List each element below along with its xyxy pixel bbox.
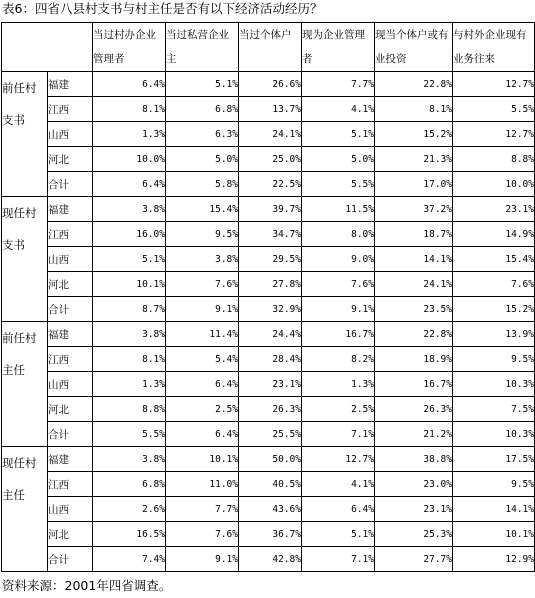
value-cell: 22.5% [239, 172, 302, 197]
value-cell: 13.9% [453, 322, 535, 347]
table-row [2, 222, 535, 247]
value-cell: 8.1% [93, 347, 166, 372]
value-cell: 34.7% [239, 222, 302, 247]
value-cell: 15.2% [453, 297, 535, 322]
value-cell: 26.3% [239, 397, 302, 422]
value-cell: 6.4% [302, 497, 375, 522]
value-cell: 14.1% [453, 497, 535, 522]
province-label: 合计 [48, 172, 93, 197]
row-group-label: 前任村主任 [2, 322, 48, 447]
value-cell: 7.6% [453, 272, 535, 297]
value-cell: 8.7% [93, 297, 166, 322]
value-cell: 8.8% [453, 147, 535, 172]
value-cell: 3.8% [93, 197, 166, 222]
value-cell: 38.8% [375, 447, 453, 472]
header-corner [2, 23, 93, 72]
province-label: 河北 [48, 397, 93, 422]
value-cell: 11.5% [302, 197, 375, 222]
table-row [2, 372, 535, 397]
table-row [2, 322, 535, 347]
value-cell: 6.4% [166, 422, 239, 447]
value-cell: 17.0% [375, 172, 453, 197]
table-row [2, 122, 535, 147]
value-cell: 10.3% [453, 422, 535, 447]
value-cell: 5.1% [302, 122, 375, 147]
value-cell: 25.3% [375, 522, 453, 547]
value-cell: 8.2% [302, 347, 375, 372]
value-cell: 13.7% [239, 97, 302, 122]
header-row [2, 23, 535, 72]
province-label: 福建 [48, 72, 93, 97]
table-row [2, 547, 535, 572]
row-group-label: 现任村支书 [2, 197, 48, 322]
value-cell: 1.3% [302, 372, 375, 397]
table-body [2, 72, 535, 572]
table-row [2, 272, 535, 297]
table-title: 表6：四省八县村支书与村主任是否有以下经济活动经历？ [2, 1, 323, 16]
value-cell: 11.4% [166, 322, 239, 347]
value-cell: 10.0% [453, 172, 535, 197]
province-label: 山西 [48, 372, 93, 397]
value-cell: 12.9% [453, 547, 535, 572]
value-cell: 4.1% [302, 472, 375, 497]
value-cell: 5.5% [93, 422, 166, 447]
table-row [2, 297, 535, 322]
row-group-label: 现任村主任 [2, 447, 48, 572]
value-cell: 27.8% [239, 272, 302, 297]
value-cell: 25.5% [239, 422, 302, 447]
table-row [2, 522, 535, 547]
province-label: 江西 [48, 97, 93, 122]
value-cell: 10.0% [93, 147, 166, 172]
value-cell: 9.1% [166, 547, 239, 572]
province-label: 福建 [48, 447, 93, 472]
value-cell: 27.7% [375, 547, 453, 572]
value-cell: 23.1% [375, 497, 453, 522]
value-cell: 42.8% [239, 547, 302, 572]
value-cell: 9.5% [453, 347, 535, 372]
table-row [2, 397, 535, 422]
value-cell: 6.4% [166, 372, 239, 397]
value-cell: 5.0% [166, 147, 239, 172]
value-cell: 5.1% [93, 247, 166, 272]
province-label: 江西 [48, 347, 93, 372]
table-row [2, 422, 535, 447]
province-label: 福建 [48, 322, 93, 347]
value-cell: 26.3% [375, 397, 453, 422]
value-cell: 21.3% [375, 147, 453, 172]
value-cell: 9.1% [302, 297, 375, 322]
province-label: 河北 [48, 147, 93, 172]
value-cell: 24.1% [375, 272, 453, 297]
value-cell: 6.3% [166, 122, 239, 147]
value-cell: 23.0% [375, 472, 453, 497]
value-cell: 6.4% [93, 72, 166, 97]
value-cell: 9.1% [166, 297, 239, 322]
value-cell: 9.0% [302, 247, 375, 272]
value-cell: 5.4% [166, 347, 239, 372]
value-cell: 18.9% [375, 347, 453, 372]
value-cell: 12.7% [453, 72, 535, 97]
value-cell: 10.1% [166, 447, 239, 472]
value-cell: 12.7% [302, 447, 375, 472]
province-label: 山西 [48, 497, 93, 522]
table-row [2, 197, 535, 222]
value-cell: 28.4% [239, 347, 302, 372]
value-cell: 7.6% [302, 272, 375, 297]
value-cell: 10.1% [453, 522, 535, 547]
value-cell: 4.1% [302, 97, 375, 122]
value-cell: 3.8% [93, 322, 166, 347]
value-cell: 40.5% [239, 472, 302, 497]
province-label: 江西 [48, 222, 93, 247]
value-cell: 7.7% [302, 72, 375, 97]
value-cell: 23.5% [375, 297, 453, 322]
value-cell: 2.6% [93, 497, 166, 522]
value-cell: 10.1% [93, 272, 166, 297]
column-header: 现当个体户或有业投资 [375, 23, 453, 72]
table-row [2, 472, 535, 497]
province-label: 江西 [48, 472, 93, 497]
row-group-label: 前任村支书 [2, 72, 48, 197]
value-cell: 25.0% [239, 147, 302, 172]
value-cell: 29.5% [239, 247, 302, 272]
value-cell: 3.8% [166, 247, 239, 272]
value-cell: 14.1% [375, 247, 453, 272]
value-cell: 23.1% [453, 197, 535, 222]
table-row [2, 447, 535, 472]
value-cell: 23.1% [239, 372, 302, 397]
column-header: 当过个体户 [239, 23, 302, 72]
province-label: 河北 [48, 522, 93, 547]
province-label: 福建 [48, 197, 93, 222]
column-header: 当过村办企业管理者 [93, 23, 166, 72]
value-cell: 8.0% [302, 222, 375, 247]
table-row [2, 347, 535, 372]
value-cell: 9.5% [166, 222, 239, 247]
value-cell: 1.3% [93, 372, 166, 397]
value-cell: 39.7% [239, 197, 302, 222]
province-label: 河北 [48, 272, 93, 297]
column-header: 与村外企业现有业务往来 [453, 23, 535, 72]
table-row [2, 72, 535, 97]
value-cell: 6.8% [93, 472, 166, 497]
table-row [2, 147, 535, 172]
value-cell: 15.4% [166, 197, 239, 222]
value-cell: 1.3% [93, 122, 166, 147]
value-cell: 26.6% [239, 72, 302, 97]
table-row [2, 497, 535, 522]
value-cell: 8.1% [93, 97, 166, 122]
value-cell: 5.5% [302, 172, 375, 197]
value-cell: 16.7% [375, 372, 453, 397]
data-table [1, 22, 535, 572]
value-cell: 16.0% [93, 222, 166, 247]
value-cell: 17.5% [453, 447, 535, 472]
value-cell: 12.7% [453, 122, 535, 147]
value-cell: 21.2% [375, 422, 453, 447]
value-cell: 22.8% [375, 322, 453, 347]
value-cell: 5.0% [302, 147, 375, 172]
value-cell: 11.0% [166, 472, 239, 497]
value-cell: 18.7% [375, 222, 453, 247]
value-cell: 8.1% [375, 97, 453, 122]
value-cell: 9.5% [453, 472, 535, 497]
province-label: 合计 [48, 297, 93, 322]
value-cell: 5.1% [166, 72, 239, 97]
value-cell: 43.6% [239, 497, 302, 522]
source-note: 资料来源：2001年四省调查。 [2, 578, 172, 593]
value-cell: 7.1% [302, 422, 375, 447]
province-label: 山西 [48, 247, 93, 272]
value-cell: 50.0% [239, 447, 302, 472]
value-cell: 5.1% [302, 522, 375, 547]
table-row [2, 172, 535, 197]
province-label: 山西 [48, 122, 93, 147]
value-cell: 37.2% [375, 197, 453, 222]
value-cell: 16.7% [302, 322, 375, 347]
column-header: 现为企业管理者 [302, 23, 375, 72]
value-cell: 22.8% [375, 72, 453, 97]
value-cell: 7.4% [93, 547, 166, 572]
province-label: 合计 [48, 422, 93, 447]
value-cell: 7.6% [166, 272, 239, 297]
value-cell: 2.5% [166, 397, 239, 422]
value-cell: 14.9% [453, 222, 535, 247]
value-cell: 24.4% [239, 322, 302, 347]
value-cell: 7.6% [166, 522, 239, 547]
value-cell: 36.7% [239, 522, 302, 547]
province-label: 合计 [48, 547, 93, 572]
value-cell: 7.1% [302, 547, 375, 572]
value-cell: 3.8% [93, 447, 166, 472]
value-cell: 16.5% [93, 522, 166, 547]
value-cell: 7.5% [453, 397, 535, 422]
column-header: 当过私营企业主 [166, 23, 239, 72]
value-cell: 15.2% [375, 122, 453, 147]
value-cell: 2.5% [302, 397, 375, 422]
value-cell: 8.8% [93, 397, 166, 422]
table-row [2, 247, 535, 272]
value-cell: 7.7% [166, 497, 239, 522]
value-cell: 6.8% [166, 97, 239, 122]
value-cell: 32.9% [239, 297, 302, 322]
value-cell: 5.8% [166, 172, 239, 197]
table-row [2, 97, 535, 122]
value-cell: 15.4% [453, 247, 535, 272]
value-cell: 5.5% [453, 97, 535, 122]
value-cell: 24.1% [239, 122, 302, 147]
value-cell: 10.3% [453, 372, 535, 397]
value-cell: 6.4% [93, 172, 166, 197]
